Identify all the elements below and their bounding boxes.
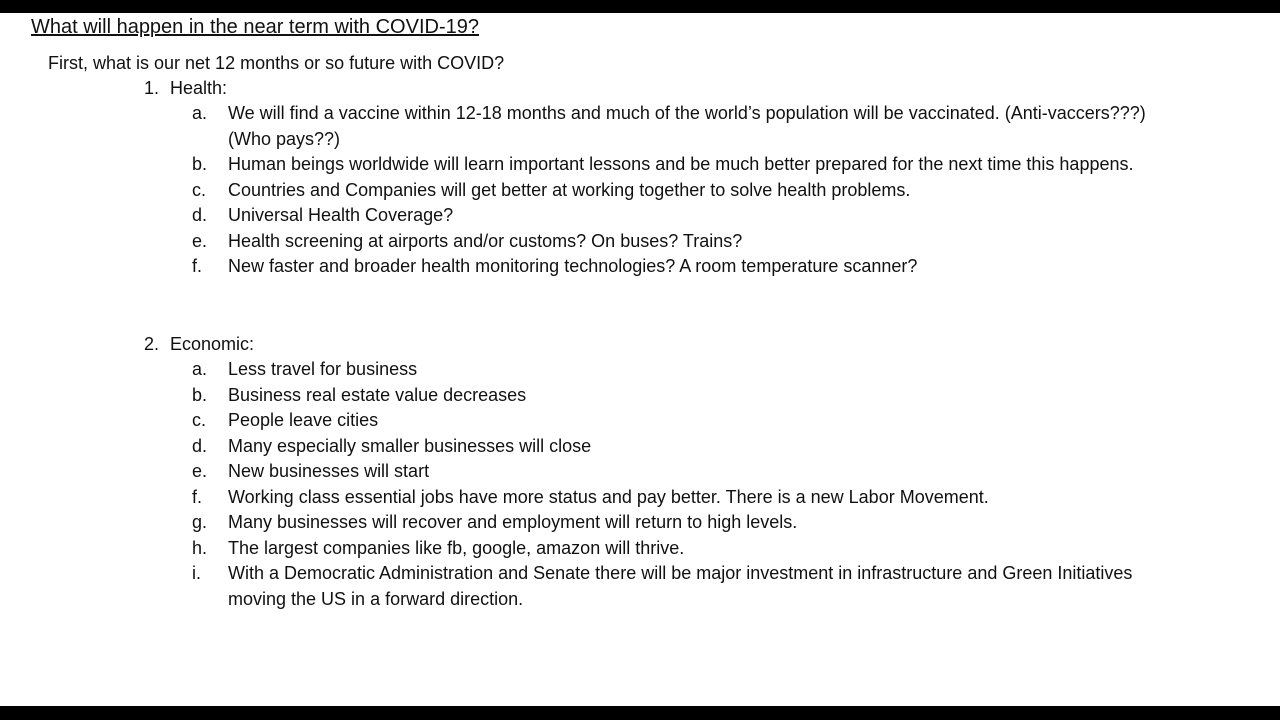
economic-list [0,357,1280,612]
list-marker: h. [192,537,208,558]
list-item-text: Universal Health Coverage? [228,205,454,225]
list-marker: e. [192,461,208,481]
list-item [0,408,1280,434]
list-item-text: New faster and broader health monitoring technologies? A room temperature scanner? [228,256,918,276]
list-item [0,510,1280,536]
section-heading [144,331,254,357]
document-title: What will happen in the near term with COVID-19? [31,16,479,38]
list-item-text: The largest companies like fb, google, amazon will thrive. [228,537,685,558]
list-item-text: We will find a vaccine within 12-18 months and much of the world’s population will be vaccinated. (Anti-vaccers???) (Who pays??) [228,103,1146,149]
list-item-text: People leave cities [228,410,379,430]
section-heading-text: Economic: [170,334,255,354]
list-item [0,485,1280,511]
list-marker: f. [192,486,203,507]
section-heading-text: Health: [170,78,228,98]
letterbox-top-bar [0,0,1280,13]
list-item-text: Many businesses will recover and employment will return to high levels. [228,512,798,532]
list-item [0,383,1280,409]
health-list [0,101,1280,280]
list-item-text: New businesses will start [228,461,430,481]
section-number: 2. [144,334,160,354]
list-marker: f. [192,256,203,276]
list-item [0,561,1280,612]
list-marker: i. [192,563,201,583]
letterbox-bottom-bar [0,706,1280,720]
list-item-text: Business real estate value decreases [228,384,527,405]
list-item [0,254,1280,280]
list-marker: g. [192,512,208,532]
list-item-text: Working class essential jobs have more status and pay better. There is a new Labor Movement. [228,486,989,507]
list-item [0,101,1280,152]
list-item [0,357,1280,383]
list-marker: b. [192,384,208,405]
list-marker: a. [192,359,208,379]
list-item [0,536,1280,562]
list-marker: e. [192,230,208,251]
list-item-text: Health screening at airports and/or customs? On buses? Trains? [228,230,743,251]
list-item-text: Many especially smaller businesses will close [228,435,592,456]
intro-line: First, what is our net 12 months or so future with COVID? [48,53,505,73]
list-marker: b. [192,154,208,174]
list-item-text: Human beings worldwide will learn important lessons and be much better prepared for the next time this happens. [228,154,1134,174]
list-marker: c. [192,410,207,430]
list-item-text: With a Democratic Administration and Senate there will be major investment in infrastructure and Green Initiatives moving the US in a forward direction. [228,563,1133,609]
list-marker: d. [192,435,208,456]
list-item [0,152,1280,178]
list-marker: a. [192,103,208,123]
list-item-text: Countries and Companies will get better at working together to solve health problems. [228,179,911,200]
list-item-text: Less travel for business [228,359,418,379]
list-item [0,434,1280,460]
list-item [0,178,1280,204]
list-item [0,229,1280,255]
list-item [0,459,1280,485]
section-heading [144,75,227,101]
section-number: 1. [144,78,160,98]
list-marker: d. [192,205,208,225]
list-item [0,203,1280,229]
document-page [0,13,1280,706]
list-marker: c. [192,179,207,200]
